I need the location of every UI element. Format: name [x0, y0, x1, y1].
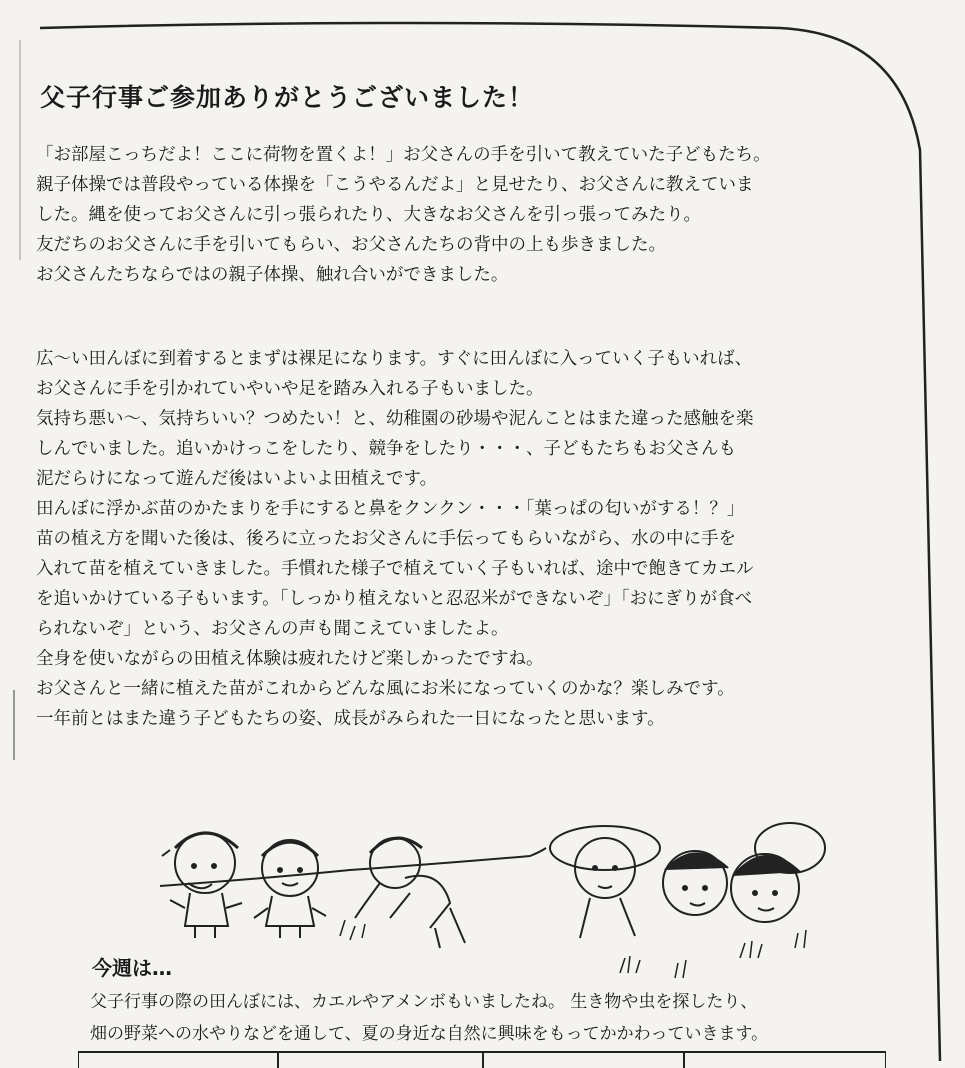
paragraph-line: 入れて苗を植えていきました。手慣れた様子で植えていく子もいれば、途中で飽きてカエル	[36, 559, 754, 579]
page-title: 父子行事ご参加ありがとうございました！	[40, 83, 535, 112]
weekly-line: 畑の野菜への水やりなどを通して、夏の身近な自然に興味をもってかかわっていきます。	[90, 1024, 769, 1044]
rice-planting-illustration	[150, 808, 840, 988]
paragraph-line: 泥だらけになって遊んだ後はいよいよ田植えです。	[36, 469, 438, 489]
paragraph-rice-planting	[36, 344, 916, 734]
paragraph-line: 全身を使いながらの田植え体験は疲れたけど楽しかったですね。	[36, 649, 544, 669]
paragraph-line: お父さんに手を引かれていやいや足を踏み入れる子もいました。	[36, 379, 544, 399]
weekly-text	[90, 986, 768, 1050]
paragraph-line: お父さんたちならではの親子体操、触れ合いができました。	[36, 265, 509, 285]
paragraph-line: 田んぼに浮かぶ苗のかたまりを手にすると鼻をクンクン・・・「葉っぱの匂いがする！？」	[36, 499, 745, 519]
weekly-heading: 今週は…	[92, 956, 172, 980]
paragraph-line: 苗の植え方を聞いた後は、後ろに立ったお父さんに手伝ってもらいながら、水の中に手を	[36, 529, 736, 549]
paragraph-line: しんでいました。追いかけっこをしたり、競争をしたり・・・、子どもたちもお父さんも	[36, 439, 736, 459]
paragraph-parent-gym	[36, 140, 916, 290]
paragraph-line: を追いかけている子もいます。「しっかり植えないと忍忍米ができないぞ」「おにぎりが食べ	[36, 589, 753, 609]
paragraph-line: 親子体操では普段やっている体操を「こうやるんだよ」と見せたり、お父さんに教えていま	[36, 175, 754, 195]
paragraph-line: 友だちのお父さんに手を引いてもらい、お父さんたちの背中の上も歩きました。	[36, 235, 666, 255]
paragraph-line: 気持ち悪い〜、気持ちいい？つめたい！と、幼稚園の砂場や泥んことはまた違った感触を楽	[36, 409, 754, 429]
weekly-line: 父子行事の際の田んぼには、カエルやアメンボもいましたね。 生き物や虫を探したり、	[90, 992, 758, 1012]
paragraph-line: お父さんと一緒に植えた苗がこれからどんな風にお米になっていくのかな？楽しみです。	[36, 679, 735, 699]
paragraph-line: られないぞ」という、お父さんの声も聞こえていましたよ。	[36, 619, 509, 639]
paragraph-line: 広〜い田んぼに到着するとまずは裸足になります。すぐに田んぼに入っていく子もいれば、	[36, 349, 753, 369]
paragraph-line: 「お部屋こっちだよ！ここに荷物を置くよ！」お父さんの手を引いて教えていた子どもたち。	[36, 145, 771, 165]
paragraph-line: した。縄を使ってお父さんに引っ張られたり、大きなお父さんを引っ張ってみたり。	[36, 205, 701, 225]
schedule-table-edge	[78, 1048, 886, 1068]
paragraph-line: 一年前とはまた違う子どもたちの姿、成長がみられた一日になったと思います。	[36, 709, 665, 729]
